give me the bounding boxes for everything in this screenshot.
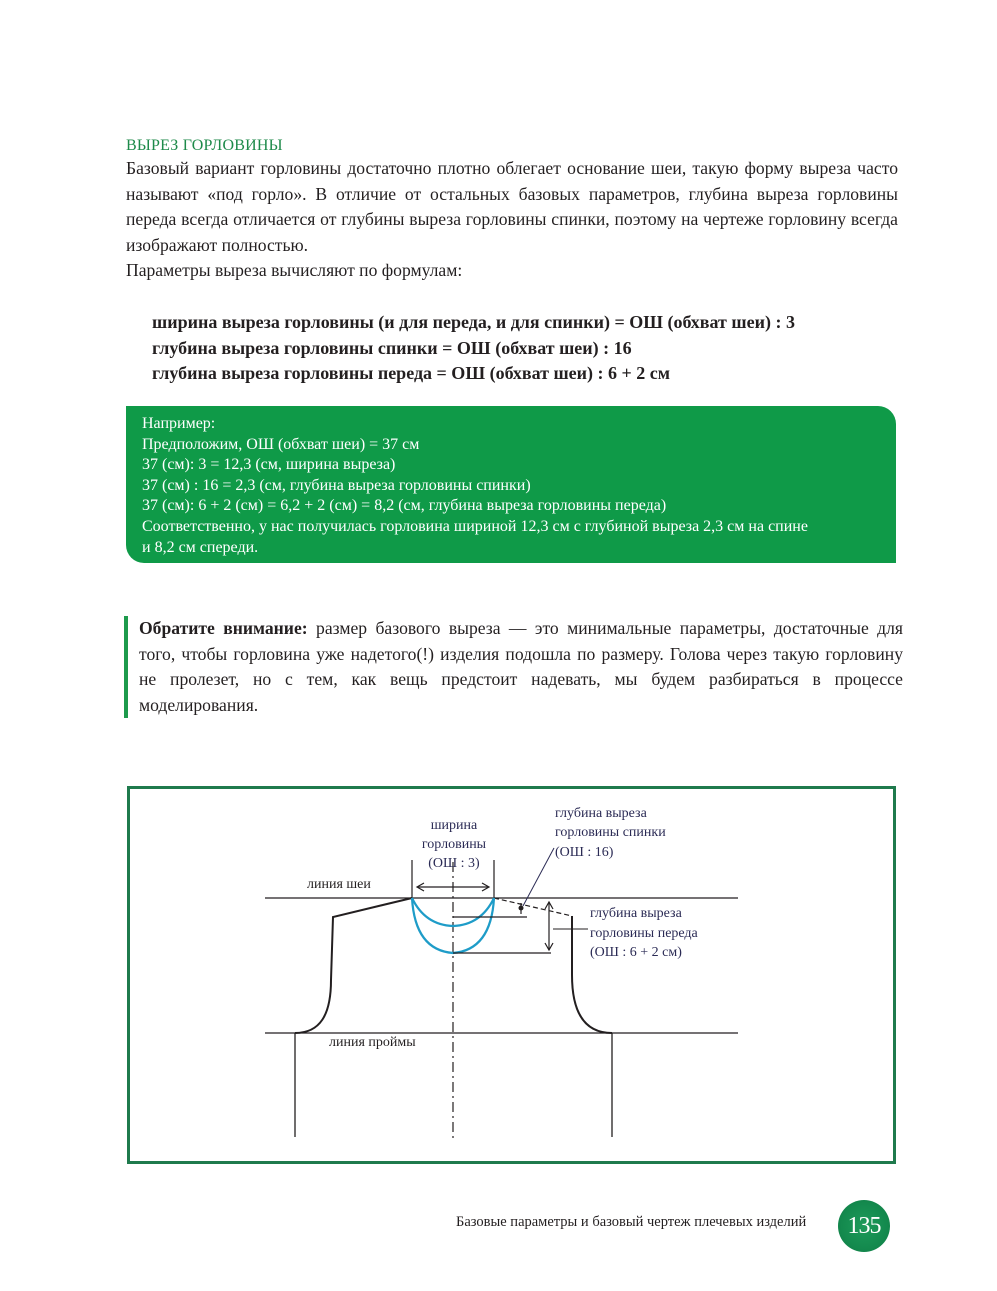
- intro-paragraph: Параметры выреза вычисляют по формулам:: [126, 260, 463, 280]
- right-armhole-curve: [572, 975, 612, 1033]
- note-lead: Обратите внимание:: [139, 618, 308, 638]
- front-depth-label-2: горловины переда: [590, 926, 698, 941]
- back-depth-label-3: (ОШ : 16): [555, 845, 614, 860]
- front-depth-label-1: глубина выреза: [590, 906, 682, 921]
- note-callout: [124, 616, 903, 718]
- right-shoulder-dashed: [494, 898, 572, 916]
- formula-back-depth: глубина выреза горловины спинки = ОШ (обхват шеи) : 16: [152, 337, 632, 358]
- neckline-diagram: [127, 786, 896, 1164]
- example-line: Предположим, ОШ (обхват шеи) = 37 см: [142, 435, 420, 453]
- formula-list: [152, 310, 795, 387]
- example-line: 37 (см): 3 = 12,3 (см, ширина выреза): [142, 456, 396, 474]
- page-number-badge: [838, 1200, 890, 1252]
- formula-neck-width: ширина выреза горловины (и для переда, и для спинки) = ОШ (обхват шеи) : 3: [152, 312, 795, 332]
- example-line: Например:: [142, 415, 216, 432]
- back-depth-leader: [523, 848, 554, 906]
- back-depth-label-2: горловины спинки: [555, 825, 666, 840]
- neck-width-label-1: ширина: [430, 818, 478, 833]
- back-depth-label-1: глубина выреза: [555, 806, 647, 821]
- armhole-line-label: линия проймы: [329, 1035, 416, 1050]
- example-line: 37 (см): 6 + 2 (см) = 6,2 + 2 (см) = 8,2 (см, глубина выреза горловины переда): [142, 497, 667, 515]
- intro-paragraph: Базовый вариант горловины достаточно плотно облегает основание шеи, такую форму выреза часто называют «под горло». В отличие от остальных базовых параметров, глубина выреза горловины переда всегда отличается от глубины выреза горловины спинки, поэтому на чертеже горловину всегда изображают полностью.: [126, 158, 898, 255]
- diagram-canvas: [127, 786, 896, 1164]
- example-line: 37 (см) : 16 = 2,3 (см, глубина выреза горловины спинки): [142, 476, 531, 494]
- left-shoulder-line: [331, 898, 412, 980]
- note-text: размер базового выреза — это минимальные параметры, достаточные для того, чтобы горловина уже надетого(!) изделия подошла по размеру. Голова через такую горловину не пролезет, но с тем, как вещь предстоит надевать, мы будем разбираться в процессе моделирования.: [139, 618, 903, 715]
- neck-width-label-2: горловины: [421, 837, 487, 852]
- back-depth-dot: [519, 906, 524, 911]
- running-title: Базовые параметры и базовый чертеж плечевых изделий: [456, 1214, 807, 1230]
- example-line: Соответственно, у нас получилась горловина шириной 12,3 см с глубиной выреза 2,3 см на спине: [142, 517, 808, 535]
- intro-text: [126, 156, 898, 284]
- example-box: [126, 406, 896, 563]
- example-line: и 8,2 см спереди.: [142, 538, 259, 556]
- front-depth-label-3: (ОШ : 6 + 2 см): [590, 945, 682, 960]
- neck-line-label: линия шеи: [307, 877, 371, 892]
- left-armhole-curve: [295, 980, 331, 1033]
- section-title: ВЫРЕЗ ГОРЛОВИНЫ: [126, 137, 283, 154]
- formula-front-depth: глубина выреза горловины переда = ОШ (обхват шеи) : 6 + 2 см: [152, 363, 671, 383]
- neck-width-label-3: (ОШ : 3): [428, 856, 480, 871]
- page-number: 135: [847, 1212, 881, 1239]
